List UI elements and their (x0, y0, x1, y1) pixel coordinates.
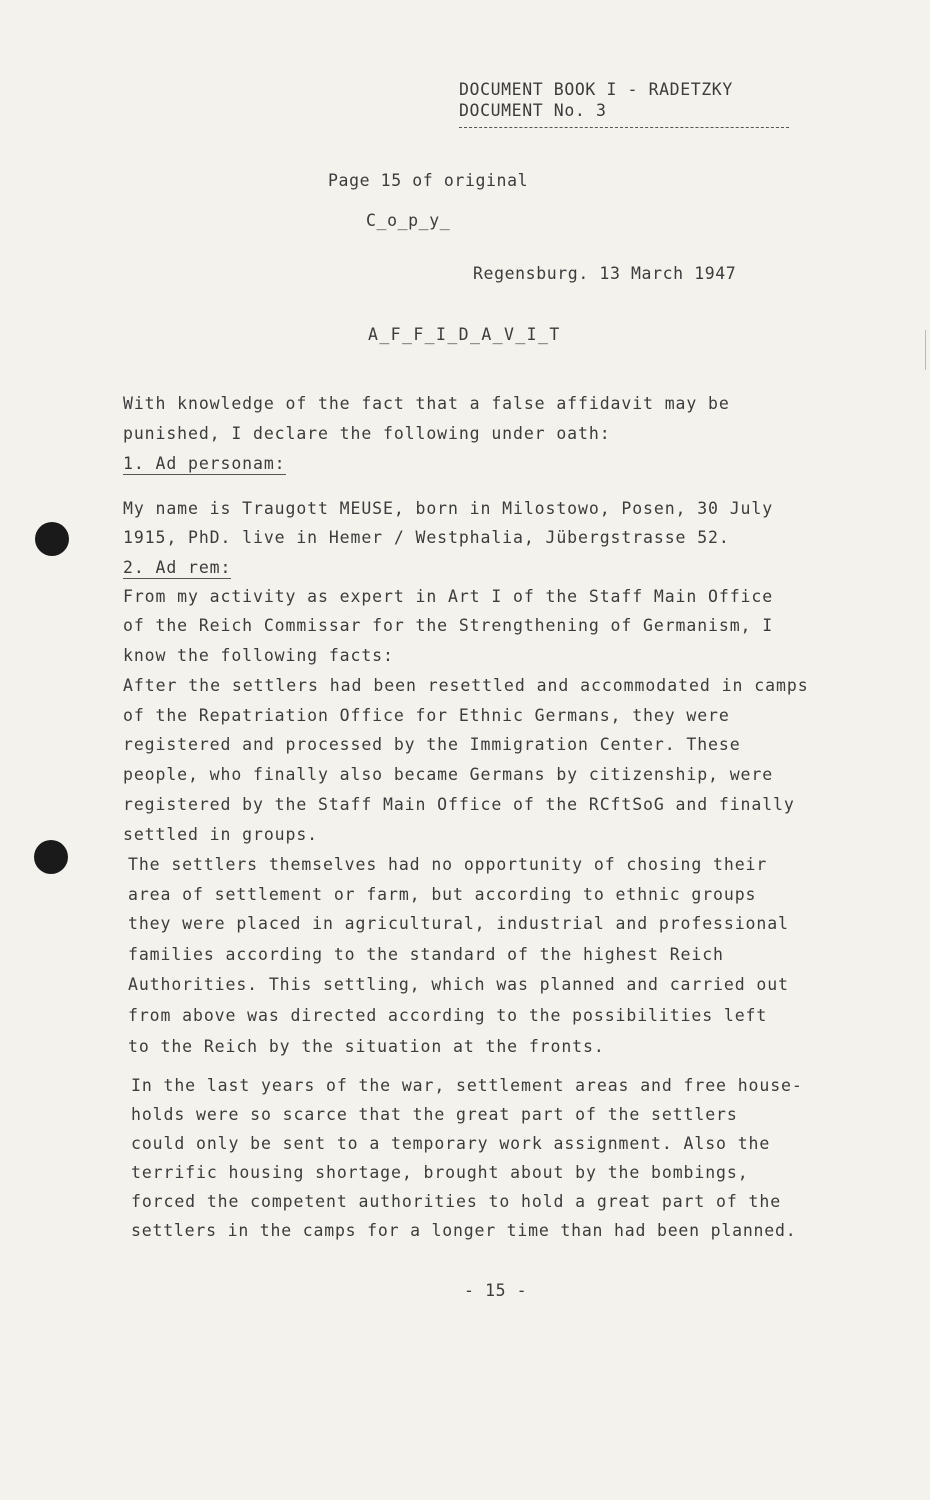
affidavit-title: A_F_F_I_D_A_V_I_T (368, 325, 561, 344)
section-1-heading-text: 1. Ad personam: (123, 454, 286, 473)
text-line: registered by the Staff Main Office of the RCftSoG and finally (123, 795, 795, 814)
place-and-date: Regensburg. 13 March 1947 (473, 264, 737, 283)
text-line: they were placed in agricultural, industrial and professional (128, 914, 789, 933)
document-number-header: DOCUMENT No. 3 (459, 101, 607, 120)
text-line: settled in groups. (123, 825, 319, 844)
page-number: - 15 - (464, 1281, 528, 1300)
text-line: of the Repatriation Office for Ethnic Germans, they were (123, 706, 730, 725)
text-line: From my activity as expert in Art I of the Staff Main Office (123, 587, 774, 606)
text-line: punished, I declare the following under oath: (123, 424, 611, 443)
header-rule (459, 127, 789, 128)
text-line: could only be sent to a temporary work assignment. Also the (131, 1134, 771, 1153)
text-line: holds were so scarce that the great part of the settlers (131, 1105, 738, 1124)
punch-hole-bottom (34, 840, 68, 874)
text-line: families according to the standard of the highest Reich (128, 945, 724, 964)
text-line: to the Reich by the situation at the fronts. (128, 1037, 605, 1056)
text-line: In the last years of the war, settlement areas and free house- (131, 1076, 803, 1095)
document-book-header: DOCUMENT BOOK I - RADETZKY (459, 80, 733, 99)
text-line: After the settlers had been resettled and accommodated in camps (123, 676, 809, 695)
text-line: With knowledge of the fact that a false affidavit may be (123, 394, 730, 413)
section-2-heading (123, 558, 231, 577)
paper-edge-mark (925, 330, 926, 370)
punch-hole-top (35, 522, 69, 556)
text-line: people, who finally also became Germans by citizenship, were (123, 765, 774, 784)
text-line: Authorities. This settling, which was planned and carried out (128, 975, 789, 994)
text-line: area of settlement or farm, but according to ethnic groups (128, 885, 757, 904)
text-line: 1915, PhD. live in Hemer / Westphalia, Jübergstrasse 52. (123, 528, 730, 547)
text-line: know the following facts: (123, 646, 394, 665)
section-2-heading-text: 2. Ad rem: (123, 558, 232, 577)
page-reference: Page 15 of original (328, 171, 529, 190)
copy-label: C_o_p_y_ (366, 211, 451, 230)
text-line: The settlers themselves had no opportunity of chosing their (128, 855, 768, 874)
section-1-heading (123, 454, 286, 473)
text-line: of the Reich Commissar for the Strengthening of Germanism, I (123, 616, 774, 635)
text-line: forced the competent authorities to hold a great part of the (131, 1192, 782, 1211)
text-line: settlers in the camps for a longer time than had been planned. (131, 1221, 797, 1240)
text-line: from above was directed according to the possibilities left (128, 1006, 768, 1025)
text-line: registered and processed by the Immigration Center. These (123, 735, 741, 754)
text-line: terrific housing shortage, brought about by the bombings, (131, 1163, 749, 1182)
text-line: My name is Traugott MEUSE, born in Milostowo, Posen, 30 July (123, 499, 774, 518)
